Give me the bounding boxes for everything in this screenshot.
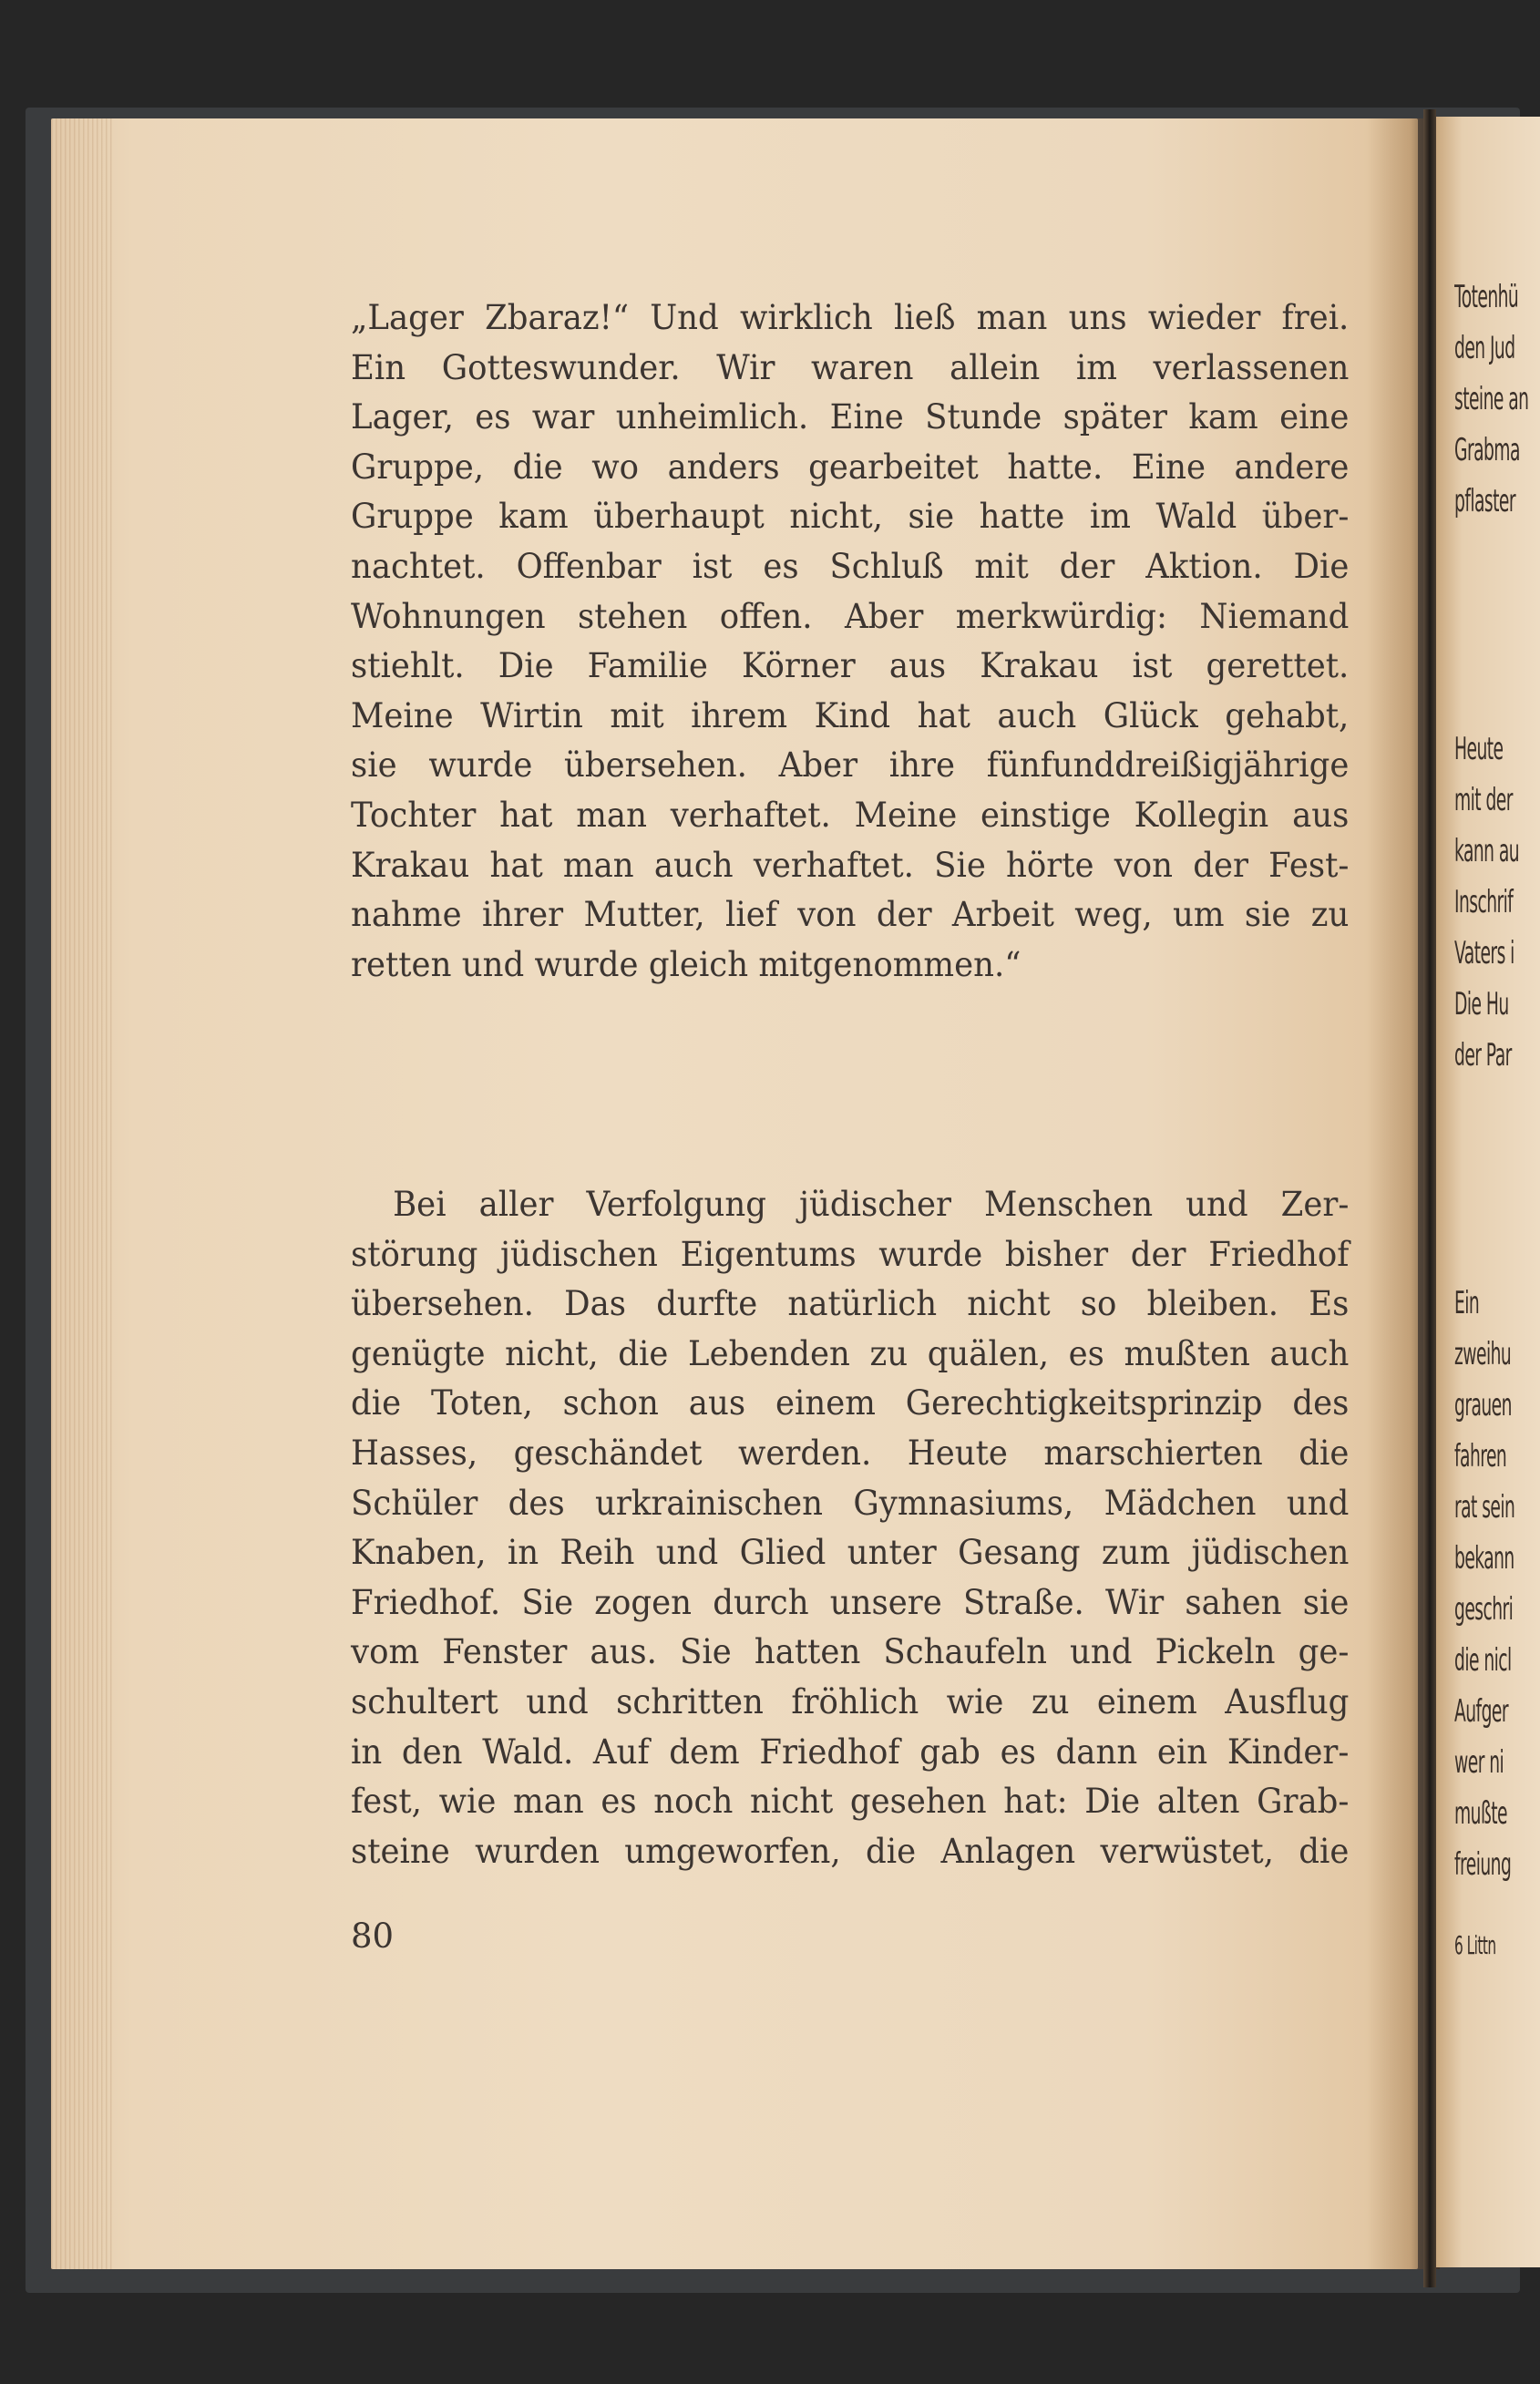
facing-line: Aufger — [1454, 1693, 1508, 1730]
facing-line: mußte — [1454, 1795, 1507, 1832]
text-line: übersehen. Das durfte natürlich nicht so bleiben. Es — [351, 1284, 1350, 1324]
paragraph-2 — [351, 1180, 1349, 1876]
page-number: 80 — [351, 1916, 395, 1956]
facing-line: pflaster — [1454, 483, 1515, 519]
facing-line: Heute — [1454, 731, 1504, 767]
text-line: Krakau hat man auch verhaftet. Sie hörte von der Fest- — [351, 845, 1350, 885]
text-line: sie wurde übersehen. Aber ihre fünfunddreißigjährige — [351, 745, 1350, 786]
facing-line: Ein — [1454, 1285, 1480, 1321]
text-line: Wohnungen stehen offen. Aber merkwürdig: Niemand — [351, 596, 1350, 636]
text-line: vom Fenster aus. Sie hatten Schaufeln und Pickeln ge- — [351, 1632, 1350, 1672]
facing-line: der Par — [1454, 1037, 1512, 1074]
facing-line: rat sein — [1454, 1489, 1515, 1526]
text-line: in den Wald. Auf dem Friedhof gab es dann ein Kinder- — [351, 1731, 1350, 1772]
facing-line: geschri — [1454, 1591, 1514, 1628]
text-line: Meine Wirtin mit ihrem Kind hat auch Glück gehabt, — [351, 695, 1350, 735]
text-line: Knaben, in Reih und Glied unter Gesang zum jüdischen — [351, 1533, 1350, 1573]
text-line: Gruppe kam überhaupt nicht, sie hatte im Wald über- — [351, 497, 1350, 537]
facing-line: freiung — [1454, 1846, 1512, 1883]
book-spine — [1423, 109, 1436, 2287]
text-line: steine wurden umgeworfen, die Anlagen verwüstet, die — [351, 1831, 1350, 1871]
page-edges — [51, 118, 115, 2269]
text-line: Hasses, geschändet werden. Heute marschierten die — [351, 1433, 1350, 1473]
text-line: fest, wie man es noch nicht gesehen hat: Die alten Grab- — [351, 1782, 1350, 1822]
text-line: Schüler des urkrainischen Gymnasiums, Mädchen und — [351, 1483, 1350, 1523]
text-line: Friedhof. Sie zogen durch unsere Straße. Wir sahen sie — [351, 1582, 1350, 1622]
facing-line: mit der — [1454, 782, 1513, 818]
facing-line: Vaters i — [1454, 935, 1514, 971]
facing-line: steine an — [1454, 381, 1529, 417]
paragraph-1 — [351, 293, 1349, 990]
text-line: Lager, es war unheimlich. Eine Stunde später kam eine — [351, 397, 1350, 437]
facing-line: den Jud — [1454, 330, 1515, 366]
text-line: stiehlt. Die Familie Körner aus Krakau ist gerettet. — [351, 646, 1350, 686]
facing-footer: 6 Littn — [1454, 1930, 1496, 1960]
text-line: Ein Gotteswunder. Wir waren allein im verlassenen — [351, 347, 1350, 387]
facing-line: Inschrif — [1454, 884, 1514, 920]
facing-line: Grabma — [1454, 432, 1520, 468]
facing-line: wer ni — [1454, 1744, 1504, 1781]
facing-line: zweihu — [1454, 1336, 1512, 1372]
text-line: Gruppe, die wo anders gearbeitet hatte. Eine andere — [351, 447, 1350, 487]
text-line: schultert und schritten fröhlich wie zu einem Ausflug — [351, 1681, 1350, 1721]
text-line: die Toten, schon aus einem Gerechtigkeitsprinzip des — [351, 1383, 1350, 1423]
text-line: nachtet. Offenbar ist es Schluß mit der Aktion. Die — [351, 546, 1350, 586]
facing-line: Die Hu — [1454, 986, 1509, 1022]
text-line: nahme ihrer Mutter, lief von der Arbeit weg, um sie zu — [351, 895, 1350, 935]
facing-line: die nicl — [1454, 1642, 1512, 1679]
facing-line: kann au — [1454, 833, 1520, 869]
facing-page-text — [1454, 0, 1540, 2384]
facing-line: Totenhü — [1454, 279, 1519, 315]
facing-line: bekann — [1454, 1540, 1514, 1577]
text-line: retten und wurde gleich mitgenommen.“ — [351, 944, 1022, 984]
text-line: Bei aller Verfolgung jüdischer Menschen und Zer- — [393, 1185, 1350, 1224]
text-line: Tochter hat man verhaftet. Meine einstige Kollegin aus — [351, 795, 1350, 835]
text-line: störung jüdischen Eigentums wurde bisher der Friedhof — [351, 1234, 1350, 1274]
text-line: „Lager Zbaraz!“ Und wirklich ließ man uns wieder frei. — [351, 298, 1350, 337]
text-line: genügte nicht, die Lebenden zu quälen, es mußten auch — [351, 1333, 1350, 1373]
facing-line: fahren — [1454, 1438, 1507, 1475]
facing-line: grauen — [1454, 1387, 1512, 1423]
